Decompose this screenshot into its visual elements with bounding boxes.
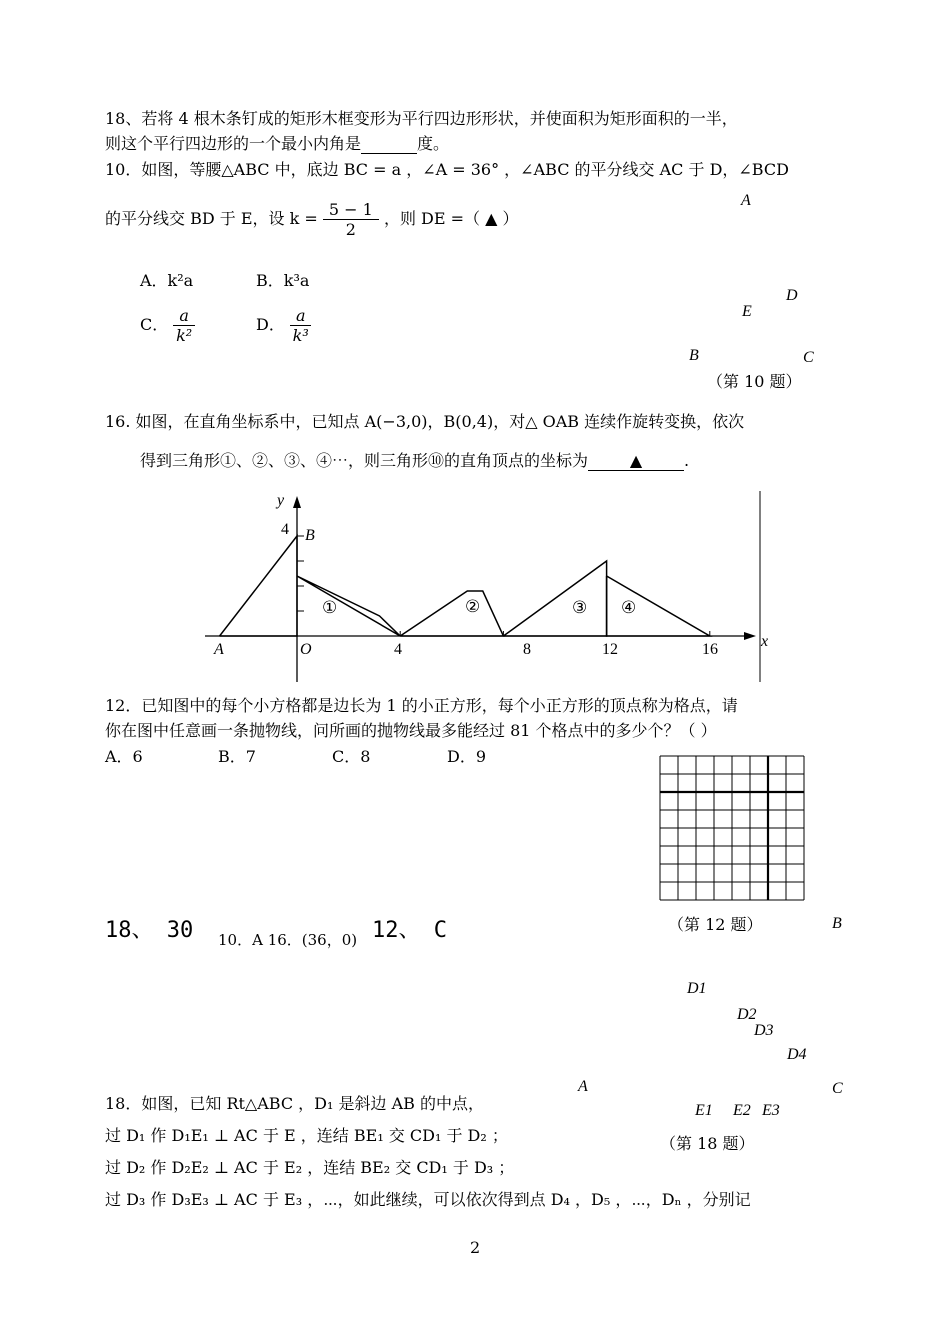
q18b-line1: 18．如图，已知 Rt△ABC ，D₁ 是斜边 AB 的中点， xyxy=(105,1094,484,1113)
x-tick-label: 4 xyxy=(394,641,402,658)
triangle-label: ② xyxy=(465,597,481,616)
q10-option-a: A．k²a xyxy=(140,271,194,290)
option-c-num: a xyxy=(173,306,195,326)
fig10-point-c: C xyxy=(803,349,814,366)
option-d-num: a xyxy=(290,306,312,326)
triangle-outline xyxy=(503,561,606,636)
fig18-d4-text: D4 xyxy=(787,1046,807,1063)
triangle-label: ③ xyxy=(572,598,588,617)
fraction-denominator: 2 xyxy=(345,220,356,239)
lattice-grid-figure xyxy=(659,755,805,901)
fig10-point-b: B xyxy=(689,347,699,364)
point-a-label: A xyxy=(214,641,224,658)
triangle-outline xyxy=(220,536,297,636)
triangle-marker: ▲ xyxy=(629,451,643,470)
q18b-line4: 过 D₃ 作 D₃E₃ ⊥ AC 于 E₃ ，⋯，如此继续，可以依次得到点 D₄ ，D₅ ，⋯，Dₙ ，分别记 xyxy=(105,1190,751,1209)
answer-10-16: 10．A 16．(36，0) xyxy=(218,931,358,949)
fig18-d2-text: D2 xyxy=(737,1006,757,1023)
q18-line2-end: 度。 xyxy=(417,134,450,153)
triangle-label: ① xyxy=(322,598,338,617)
q10-line2-text: 的平分线交 BD 于 E，设 k = xyxy=(105,209,318,228)
q16-line2-end: . xyxy=(684,451,690,470)
y-axis-arrow xyxy=(293,496,301,508)
fig18-point-c: C xyxy=(832,1080,843,1097)
q16-line1: 16. 如图，在直角坐标系中，已知点 A(−3,0)，B(0,4)，对△ OAB 连续作旋转变换，依次 xyxy=(105,412,745,431)
fig12-caption: （第 12 题） xyxy=(668,915,763,934)
option-c-den: k² xyxy=(176,326,193,345)
q10-option-b: B．k³a xyxy=(256,271,310,290)
q10-line2-end: ，则 DE =（ ▲ ） xyxy=(383,209,519,228)
fig18-caption: （第 18 题） xyxy=(660,1134,755,1153)
q12-option-b: B．7 xyxy=(218,747,256,766)
option-d-den: k³ xyxy=(292,326,309,345)
triangle-series xyxy=(220,536,710,636)
fig18-d1-text: D1 xyxy=(687,980,707,997)
x-tick-label: 16 xyxy=(702,641,718,658)
y-axis-label: y xyxy=(277,492,285,509)
fig18-point-b: B xyxy=(832,915,842,932)
fig10-point-e: E xyxy=(742,303,752,320)
fig18-point-e2: E2 xyxy=(733,1102,751,1119)
option-c-label: C． xyxy=(140,315,169,334)
fig10-caption: （第 10 题） xyxy=(707,372,802,391)
q16-line2-text: 得到三角形①、②、③、④⋯，则三角形⑩的直角顶点的坐标为 xyxy=(140,451,589,470)
y-axis-ticks xyxy=(297,536,304,611)
fig18-point-d3 xyxy=(754,1022,774,1040)
answer-12: 12、 C xyxy=(372,918,447,943)
answer-18: 18、 30 xyxy=(105,918,194,943)
q12-option-c: C．8 xyxy=(332,747,371,766)
q10-line1: 10．如图，等腰△ABC 中，底边 BC = a ，∠A = 36° ，∠ABC 的平分线交 AC 于 D，∠BCD xyxy=(105,160,789,179)
fig10-point-a: A xyxy=(741,192,751,209)
fig18-d3-text: D3 xyxy=(754,1022,774,1039)
triangle-outline xyxy=(297,576,400,636)
x-axis-label: x xyxy=(761,633,769,650)
q18b-line2: 过 D₁ 作 D₁E₁ ⊥ AC 于 E ，连结 BE₁ 交 CD₁ 于 D₂ ； xyxy=(105,1126,508,1145)
q18-line2-text: 则这个平行四边形的一个最小内角是 xyxy=(105,134,362,153)
fraction-numerator: 5 − 1 xyxy=(323,200,379,220)
triangle-label: ④ xyxy=(621,598,637,617)
y-tick-label-4: 4 xyxy=(281,521,289,538)
x-axis-arrow xyxy=(744,632,756,640)
q12-line1: 12．已知图中的每个小方格都是边长为 1 的小正方形，每个小正方形的顶点称为格点，请 xyxy=(105,696,738,715)
q12-line2: 你在图中任意画一条抛物线，问所画的抛物线最多能经过 81 个格点中的多少个？（ ） xyxy=(105,721,717,740)
page-number: 2 xyxy=(470,1238,481,1257)
fig18-point-d4 xyxy=(787,1046,807,1064)
option-d-label: D． xyxy=(256,315,285,334)
point-b-label: B xyxy=(305,527,315,544)
triangle-outline xyxy=(400,591,503,636)
q18b-line3: 过 D₂ 作 D₂E₂ ⊥ AC 于 E₂ ，连结 BE₂ 交 CD₁ 于 D₃ ； xyxy=(105,1158,515,1177)
q18-line1: 18、若将 4 根木条钉成的矩形木框变形为平行四边形形状，并使面积为矩形面积的一半， xyxy=(105,109,738,128)
q12-option-a: A．6 xyxy=(105,747,143,766)
fig10-point-d: D xyxy=(786,287,798,304)
fig18-point-d1 xyxy=(687,980,707,998)
fig18-point-e3: E3 xyxy=(762,1102,780,1119)
fig18-point-e1: E1 xyxy=(695,1102,713,1119)
fig18-point-a: A xyxy=(578,1078,588,1095)
q12-option-d: D．9 xyxy=(447,747,487,766)
x-tick-label: 8 xyxy=(523,641,531,658)
x-tick-label: 12 xyxy=(602,641,618,658)
origin-label: O xyxy=(300,641,312,658)
